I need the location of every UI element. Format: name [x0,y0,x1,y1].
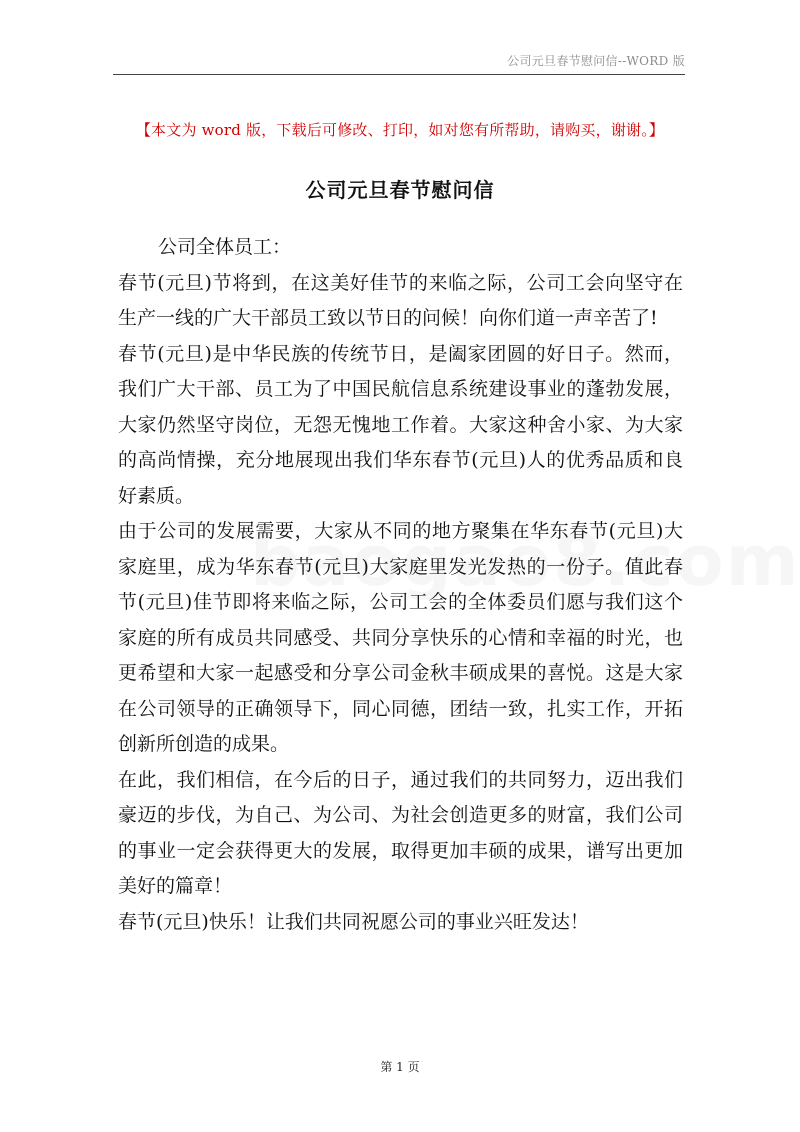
paragraph-3: 由于公司的发展需要，大家从不同的地方聚集在华东春节(元旦)大家庭里，成为华东春节(元旦)大家庭里发光发热的一份子。值此春节(元旦)佳节即将来临之际，公司工会的全体委员们愿与我们这个家庭的所有成员共同感受、共同分享快乐的心情和幸福的时光，也更希望和大家一起感受和分享公司金秋丰硕成果的喜悦。这是大家在公司领导的正确领导下，同心同德，团结一致，扎实工作，开拓创新所创造的成果。 [118,520,683,755]
download-notice: 【本文为 word 版，下载后可修改、打印，如对您有所帮助，请购买，谢谢。】 [135,121,665,139]
paragraph-5: 春节(元旦)快乐！让我们共同祝愿公司的事业兴旺发达！ [118,910,589,933]
paragraph-1: 春节(元旦)节将到，在这美好佳节的来临之际，公司工会向坚守在生产一线的广大干部员工致以节日的问候！向你们道一声辛苦了! [118,271,683,329]
salutation: 公司全体员工： [158,236,292,258]
running-header: 公司元旦春节慰问信--WORD 版 [507,54,685,68]
paragraph-4: 在此，我们相信，在今后的日子，通过我们的共同努力，迈出我们豪迈的步伐，为自己、为公司、为社会创造更多的财富，我们公司的事业一定会获得更大的发展，取得更加丰硕的成果，谱写出更加美好的篇章！ [118,768,683,897]
letter-body [118,230,683,940]
paragraph-2: 春节(元旦)是中华民族的传统节日，是阖家团圆的好日子。然而，我们广大干部、员工为了中国民航信息系统建设事业的蓬勃发展，大家仍然坚守岗位，无怨无愧地工作着。大家这种舍小家、为大家的高尚情操，充分地展现出我们华东春节(元旦)人的优秀品质和良好素质。 [118,342,683,507]
document-title: 公司元旦春节慰问信 [305,178,495,202]
page-number: 第 1 页 [380,1060,420,1074]
header-divider [113,74,685,75]
